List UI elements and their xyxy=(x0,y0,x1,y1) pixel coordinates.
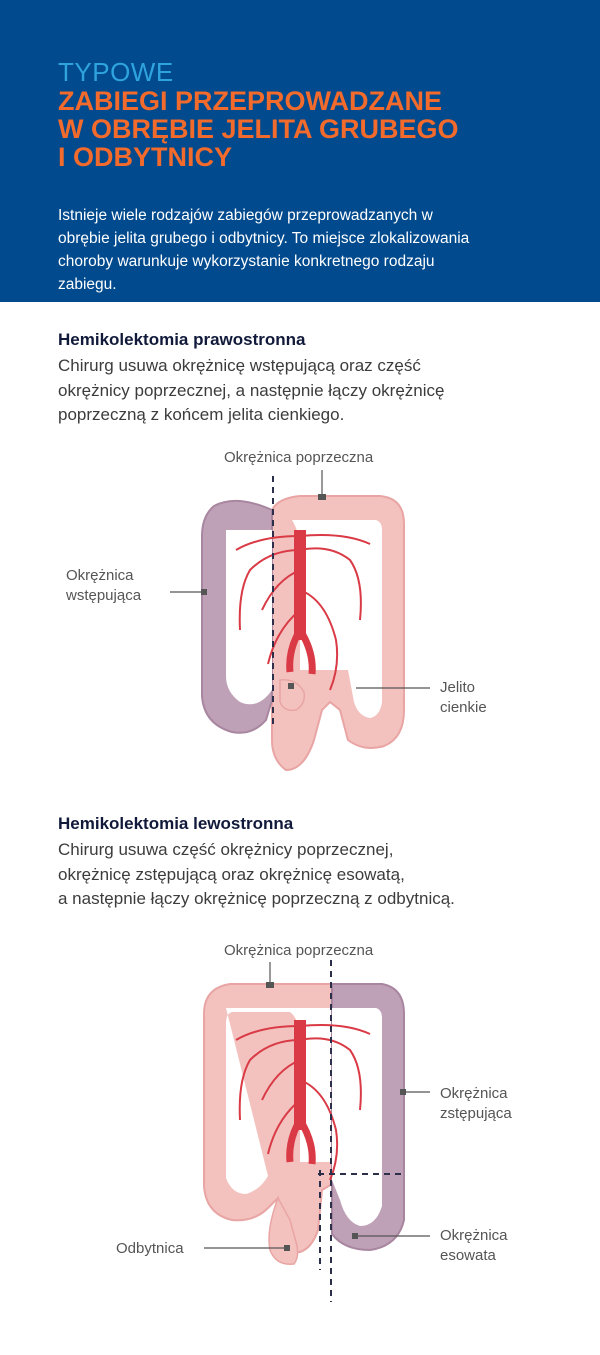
marker-transverse xyxy=(318,494,326,500)
section1-text-line: poprzeczną z końcem jelita cienkiego. xyxy=(58,405,345,424)
label-sigmoid-1: Okrężnica xyxy=(440,1227,508,1244)
label-ascending-2: wstępująca xyxy=(66,587,142,604)
label-sigmoid-2: esowata xyxy=(440,1247,496,1264)
section1-text-line: Chirurg usuwa okrężnicę wstępującą oraz część xyxy=(58,356,421,375)
marker-ascending xyxy=(201,589,207,595)
header-banner xyxy=(0,0,600,302)
marker-descending xyxy=(400,1089,406,1095)
header-intro xyxy=(58,204,558,296)
header-title-line: I ODBYTNICY xyxy=(58,142,233,172)
intro-line: obrębie jelita grubego i odbytnicy. To miejsce zlokalizowania xyxy=(58,230,470,247)
intro-line: Istnieje wiele rodzajów zabiegów przeprowadzanych w xyxy=(58,207,433,224)
section1-text xyxy=(58,354,558,428)
label-rectum: Odbytnica xyxy=(116,1240,184,1257)
right-hemicolectomy-diagram xyxy=(0,440,600,780)
marker-transverse xyxy=(266,982,274,988)
marker-rectum xyxy=(284,1245,290,1251)
section2-text-line: a następnie łączy okrężnicę poprzeczną z odbytnicą. xyxy=(58,889,455,908)
intro-line: choroby warunkuje wykorzystanie konkretnego rodzaju xyxy=(58,253,435,270)
colon-removed xyxy=(332,984,404,1250)
header-title-line: ZABIEGI PRZEPROWADZANE xyxy=(58,86,443,116)
label-ascending-1: Okrężnica xyxy=(66,567,134,584)
label-small-2: cienkie xyxy=(440,699,487,716)
section2-text-line: okrężnicę zstępującą oraz okrężnicę esowatą, xyxy=(58,864,405,884)
marker-sigmoid xyxy=(352,1233,358,1239)
intro-line: zabiegu. xyxy=(58,276,117,293)
header-title xyxy=(58,87,578,171)
marker-small xyxy=(288,683,294,689)
section1-title: Hemikolektomia prawostronna xyxy=(58,330,306,349)
label-transverse: Okrężnica poprzeczna xyxy=(224,449,374,466)
label-descending-1: Okrężnica xyxy=(440,1085,508,1102)
section2-title: Hemikolektomia lewostronna xyxy=(58,814,294,833)
section2-text xyxy=(58,838,558,912)
section2-text-line: Chirurg usuwa część okrężnicy poprzecznej, xyxy=(58,840,394,859)
left-hemicolectomy-diagram xyxy=(0,930,600,1310)
label-transverse: Okrężnica poprzeczna xyxy=(224,942,374,959)
label-small-1: Jelito xyxy=(440,679,476,696)
section1-text-line: okrężnicy poprzecznej, a następnie łączy okrężnicę xyxy=(58,380,445,400)
header-kicker: TYPOWE xyxy=(58,57,174,87)
header-title-line: W OBRĘBIE JELITA GRUBEGO xyxy=(58,114,459,144)
label-descending-2: zstępująca xyxy=(440,1105,512,1122)
colon-removed xyxy=(202,501,272,733)
